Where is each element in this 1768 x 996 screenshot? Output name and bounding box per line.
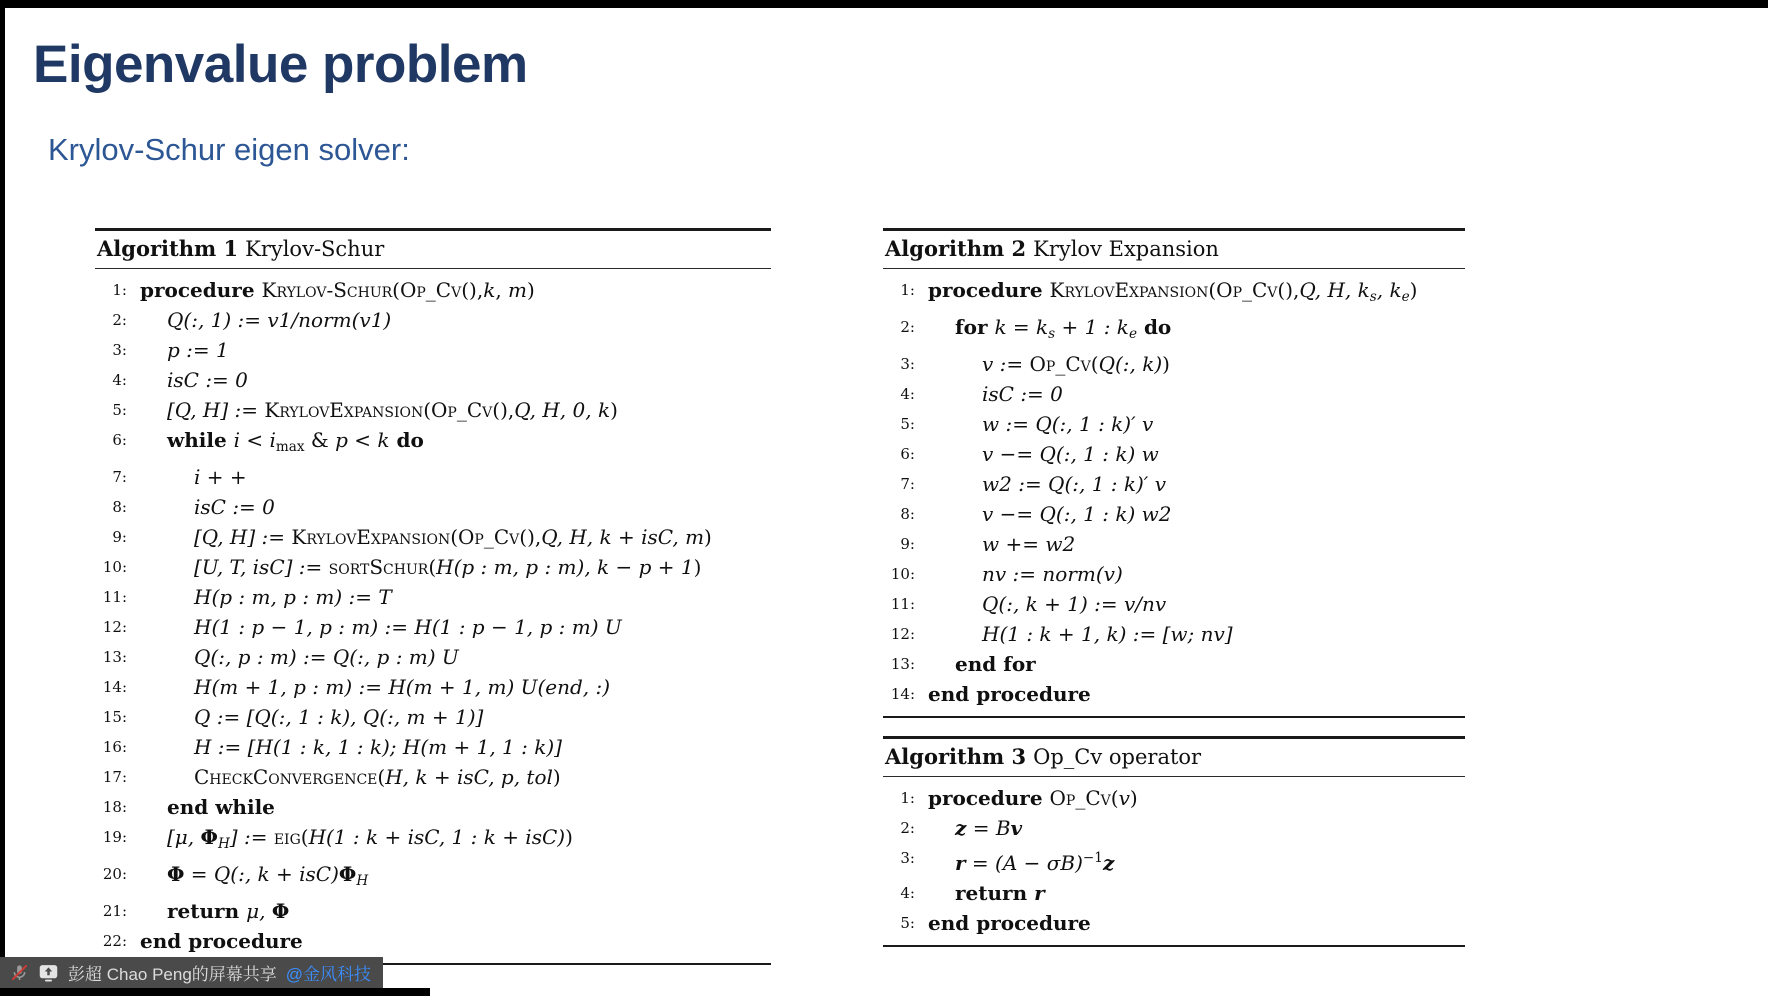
algorithm-3-header xyxy=(883,739,1465,777)
line-number: 8: xyxy=(900,505,915,523)
algorithm-line xyxy=(95,395,771,425)
algorithm-1-title: Krylov-Schur xyxy=(245,237,385,261)
line-number: 6: xyxy=(112,431,127,449)
line-content: procedure KrylovExpansion(Op_Cv(),Q, H, $k_s$, $k_e$) xyxy=(928,278,1418,305)
line-number: 7: xyxy=(900,475,915,493)
line-content: Q(:, 1) := v1/norm(v1) xyxy=(167,308,392,332)
line-number: 9: xyxy=(112,528,127,546)
algorithm-1-header xyxy=(95,231,771,269)
line-content: w := Q(:, 1 : k)′ v xyxy=(982,412,1154,436)
line-number: 18: xyxy=(102,798,127,816)
screen-share-icon xyxy=(38,963,59,983)
algorithm-line xyxy=(95,762,771,792)
line-number: 10: xyxy=(890,565,915,583)
line-content: w += w2 xyxy=(982,532,1076,556)
algorithm-2-body xyxy=(883,269,1465,716)
algorithm-3-label: Algorithm 3 xyxy=(885,744,1027,769)
algorithm-line xyxy=(883,439,1465,469)
algorithm-line xyxy=(883,499,1465,529)
line-number: 7: xyxy=(112,468,127,486)
line-number: 2: xyxy=(900,819,915,837)
line-content: nv := norm(v) xyxy=(982,562,1123,586)
line-content: isC := 0 xyxy=(194,495,275,519)
algorithm-3-block xyxy=(883,736,1465,947)
line-content: H(p : m, p : m) := T xyxy=(194,585,392,609)
line-number: 14: xyxy=(102,678,127,696)
algorithm-line xyxy=(95,792,771,822)
line-number: 21: xyxy=(102,902,127,920)
line-number: 12: xyxy=(102,618,127,636)
algorithm-line xyxy=(95,462,771,492)
line-content: return μ, Φ xyxy=(167,899,290,923)
algorithm-1-label: Algorithm 1 xyxy=(97,236,239,261)
line-number: 11: xyxy=(890,595,915,613)
line-number: 20: xyxy=(102,865,127,883)
line-content: [μ, $\Phi_H$] := eig(H(1 : k + isC, 1 : k + isC)) xyxy=(167,825,573,852)
line-number: 14: xyxy=(890,685,915,703)
line-content: isC := 0 xyxy=(167,368,248,392)
line-content: [Q, H] := KrylovExpansion(Op_Cv(),Q, H, 0, k) xyxy=(167,398,618,422)
line-content: v −= Q(:, 1 : k) w xyxy=(982,442,1159,466)
algorithm-line xyxy=(95,859,771,896)
slide xyxy=(5,8,1768,996)
algorithm-line xyxy=(883,649,1465,679)
line-number: 15: xyxy=(102,708,127,726)
bottom-frame-strip xyxy=(0,988,430,996)
share-bar-text: 彭超 Chao Peng的屏幕共享 xyxy=(68,965,277,984)
algorithm-3-title: Op_Cv operator xyxy=(1033,745,1202,769)
algorithm-line xyxy=(95,492,771,522)
algorithm-line xyxy=(95,732,771,762)
line-number: 13: xyxy=(890,655,915,673)
algorithm-1-block xyxy=(95,228,771,965)
line-number: 5: xyxy=(900,415,915,433)
algorithm-line xyxy=(95,702,771,732)
algorithm-line xyxy=(95,642,771,672)
line-content: end procedure xyxy=(140,929,303,953)
line-number: 2: xyxy=(112,311,127,329)
algorithm-3-body xyxy=(883,777,1465,945)
algorithm-line xyxy=(883,783,1465,813)
page-title: Eigenvalue problem xyxy=(33,35,528,94)
algorithm-line xyxy=(95,896,771,926)
line-number: 8: xyxy=(112,498,127,516)
line-number: 12: xyxy=(890,625,915,643)
algorithm-1-body xyxy=(95,269,771,963)
algorithm-line xyxy=(95,582,771,612)
line-number: 3: xyxy=(112,341,127,359)
line-number: 1: xyxy=(900,789,915,807)
line-content: end while xyxy=(167,795,275,819)
line-content: procedure Krylov-Schur(Op_Cv(),k, m) xyxy=(140,278,535,302)
line-content: end procedure xyxy=(928,682,1091,706)
line-content: for $k = k_s + 1$ : $k_e$ do xyxy=(955,315,1172,342)
algorithm-line xyxy=(95,335,771,365)
algorithm-2-header xyxy=(883,231,1465,269)
algorithm-2-label: Algorithm 2 xyxy=(885,236,1027,261)
line-content: while $i < i_{max}$ & p < k do xyxy=(167,428,424,455)
algorithm-line xyxy=(883,619,1465,649)
line-content: $r = (A - \sigma B)^{-1}z$ xyxy=(955,850,1115,875)
algorithm-line xyxy=(883,559,1465,589)
algorithm-line xyxy=(883,908,1465,938)
algorithm-line xyxy=(95,365,771,395)
line-content: Q(:, p : m) := Q(:, p : m) U xyxy=(194,645,459,669)
line-content: Q(:, k + 1) := v/nv xyxy=(982,592,1167,616)
algorithm-line xyxy=(883,275,1465,312)
line-content: v −= Q(:, 1 : k) w2 xyxy=(982,502,1172,526)
line-content: end procedure xyxy=(928,911,1091,935)
line-content: Φ = Q(:, $k + isC)\Phi_H$ xyxy=(167,862,369,889)
line-content: z = Bv xyxy=(955,816,1023,840)
line-number: 17: xyxy=(102,768,127,786)
line-number: 19: xyxy=(102,828,127,846)
line-number: 9: xyxy=(900,535,915,553)
algorithm-line xyxy=(883,679,1465,709)
screen-share-indicator-bar xyxy=(0,957,383,988)
line-number: 5: xyxy=(112,401,127,419)
line-content: w2 := Q(:, 1 : k)′ v xyxy=(982,472,1167,496)
algorithm-line xyxy=(95,552,771,582)
line-content: H(m + 1, p : m) := H(m + 1, m) U(end, :) xyxy=(194,675,611,699)
line-number: 4: xyxy=(900,385,915,403)
algorithm-line xyxy=(95,425,771,462)
algorithm-line xyxy=(883,589,1465,619)
line-number: 11: xyxy=(102,588,127,606)
line-number: 3: xyxy=(900,355,915,373)
line-number: 22: xyxy=(102,932,127,950)
algorithm-line xyxy=(883,379,1465,409)
line-number: 4: xyxy=(900,884,915,902)
line-content: isC := 0 xyxy=(982,382,1063,406)
line-content: i + + xyxy=(194,465,247,489)
algorithm-line xyxy=(95,612,771,642)
share-bar-mention-link[interactable]: @金风科技 xyxy=(285,965,372,984)
line-content: v := Op_Cv(Q(:, k)) xyxy=(982,352,1170,376)
line-number: 1: xyxy=(112,281,127,299)
line-number: 4: xyxy=(112,371,127,389)
algorithm-line xyxy=(95,822,771,859)
algorithm-line xyxy=(883,409,1465,439)
algorithm-line xyxy=(883,312,1465,349)
line-content: H := [H(1 : k, 1 : k); H(m + 1, 1 : k)] xyxy=(194,735,562,759)
algorithm-line xyxy=(883,843,1465,878)
algorithm-line xyxy=(95,275,771,305)
line-content: [U, T, isC] := sortSchur(H(p : m, p : m), k − p + 1) xyxy=(194,555,702,579)
line-content: return r xyxy=(955,881,1045,905)
algorithm-line xyxy=(95,305,771,335)
line-content: end for xyxy=(955,652,1036,676)
algorithm-2-title: Krylov Expansion xyxy=(1033,237,1219,261)
line-content: p := 1 xyxy=(167,338,229,362)
line-content: Q := [Q(:, 1 : k), Q(:, m + 1)] xyxy=(194,705,484,729)
line-content: H(1 : k + 1, k) := [w; nv] xyxy=(982,622,1233,646)
line-number: 1: xyxy=(900,281,915,299)
line-number: 13: xyxy=(102,648,127,666)
algorithm-line xyxy=(95,926,771,956)
algorithm-line xyxy=(883,878,1465,908)
line-content: H(1 : p − 1, p : m) := H(1 : p − 1, p : m) U xyxy=(194,615,622,639)
line-number: 6: xyxy=(900,445,915,463)
line-content: [Q, H] := KrylovExpansion(Op_Cv(),Q, H, k + isC, m) xyxy=(194,525,712,549)
algorithm-line xyxy=(883,813,1465,843)
algorithm-line xyxy=(883,469,1465,499)
line-number: 3: xyxy=(900,849,915,867)
algorithm-line xyxy=(883,349,1465,379)
algorithm-line xyxy=(883,529,1465,559)
algorithm-line xyxy=(95,672,771,702)
line-number: 10: xyxy=(102,558,127,576)
line-content: procedure Op_Cv(v) xyxy=(928,786,1138,810)
muted-microphone-icon[interactable] xyxy=(10,963,29,982)
algorithm-line xyxy=(95,522,771,552)
page-subtitle: Krylov-Schur eigen solver: xyxy=(48,132,410,167)
line-number: 2: xyxy=(900,318,915,336)
line-content: CheckConvergence(H, k + isC, p, tol) xyxy=(194,765,561,789)
algorithm-2-block xyxy=(883,228,1465,718)
line-number: 5: xyxy=(900,914,915,932)
line-number: 16: xyxy=(102,738,127,756)
